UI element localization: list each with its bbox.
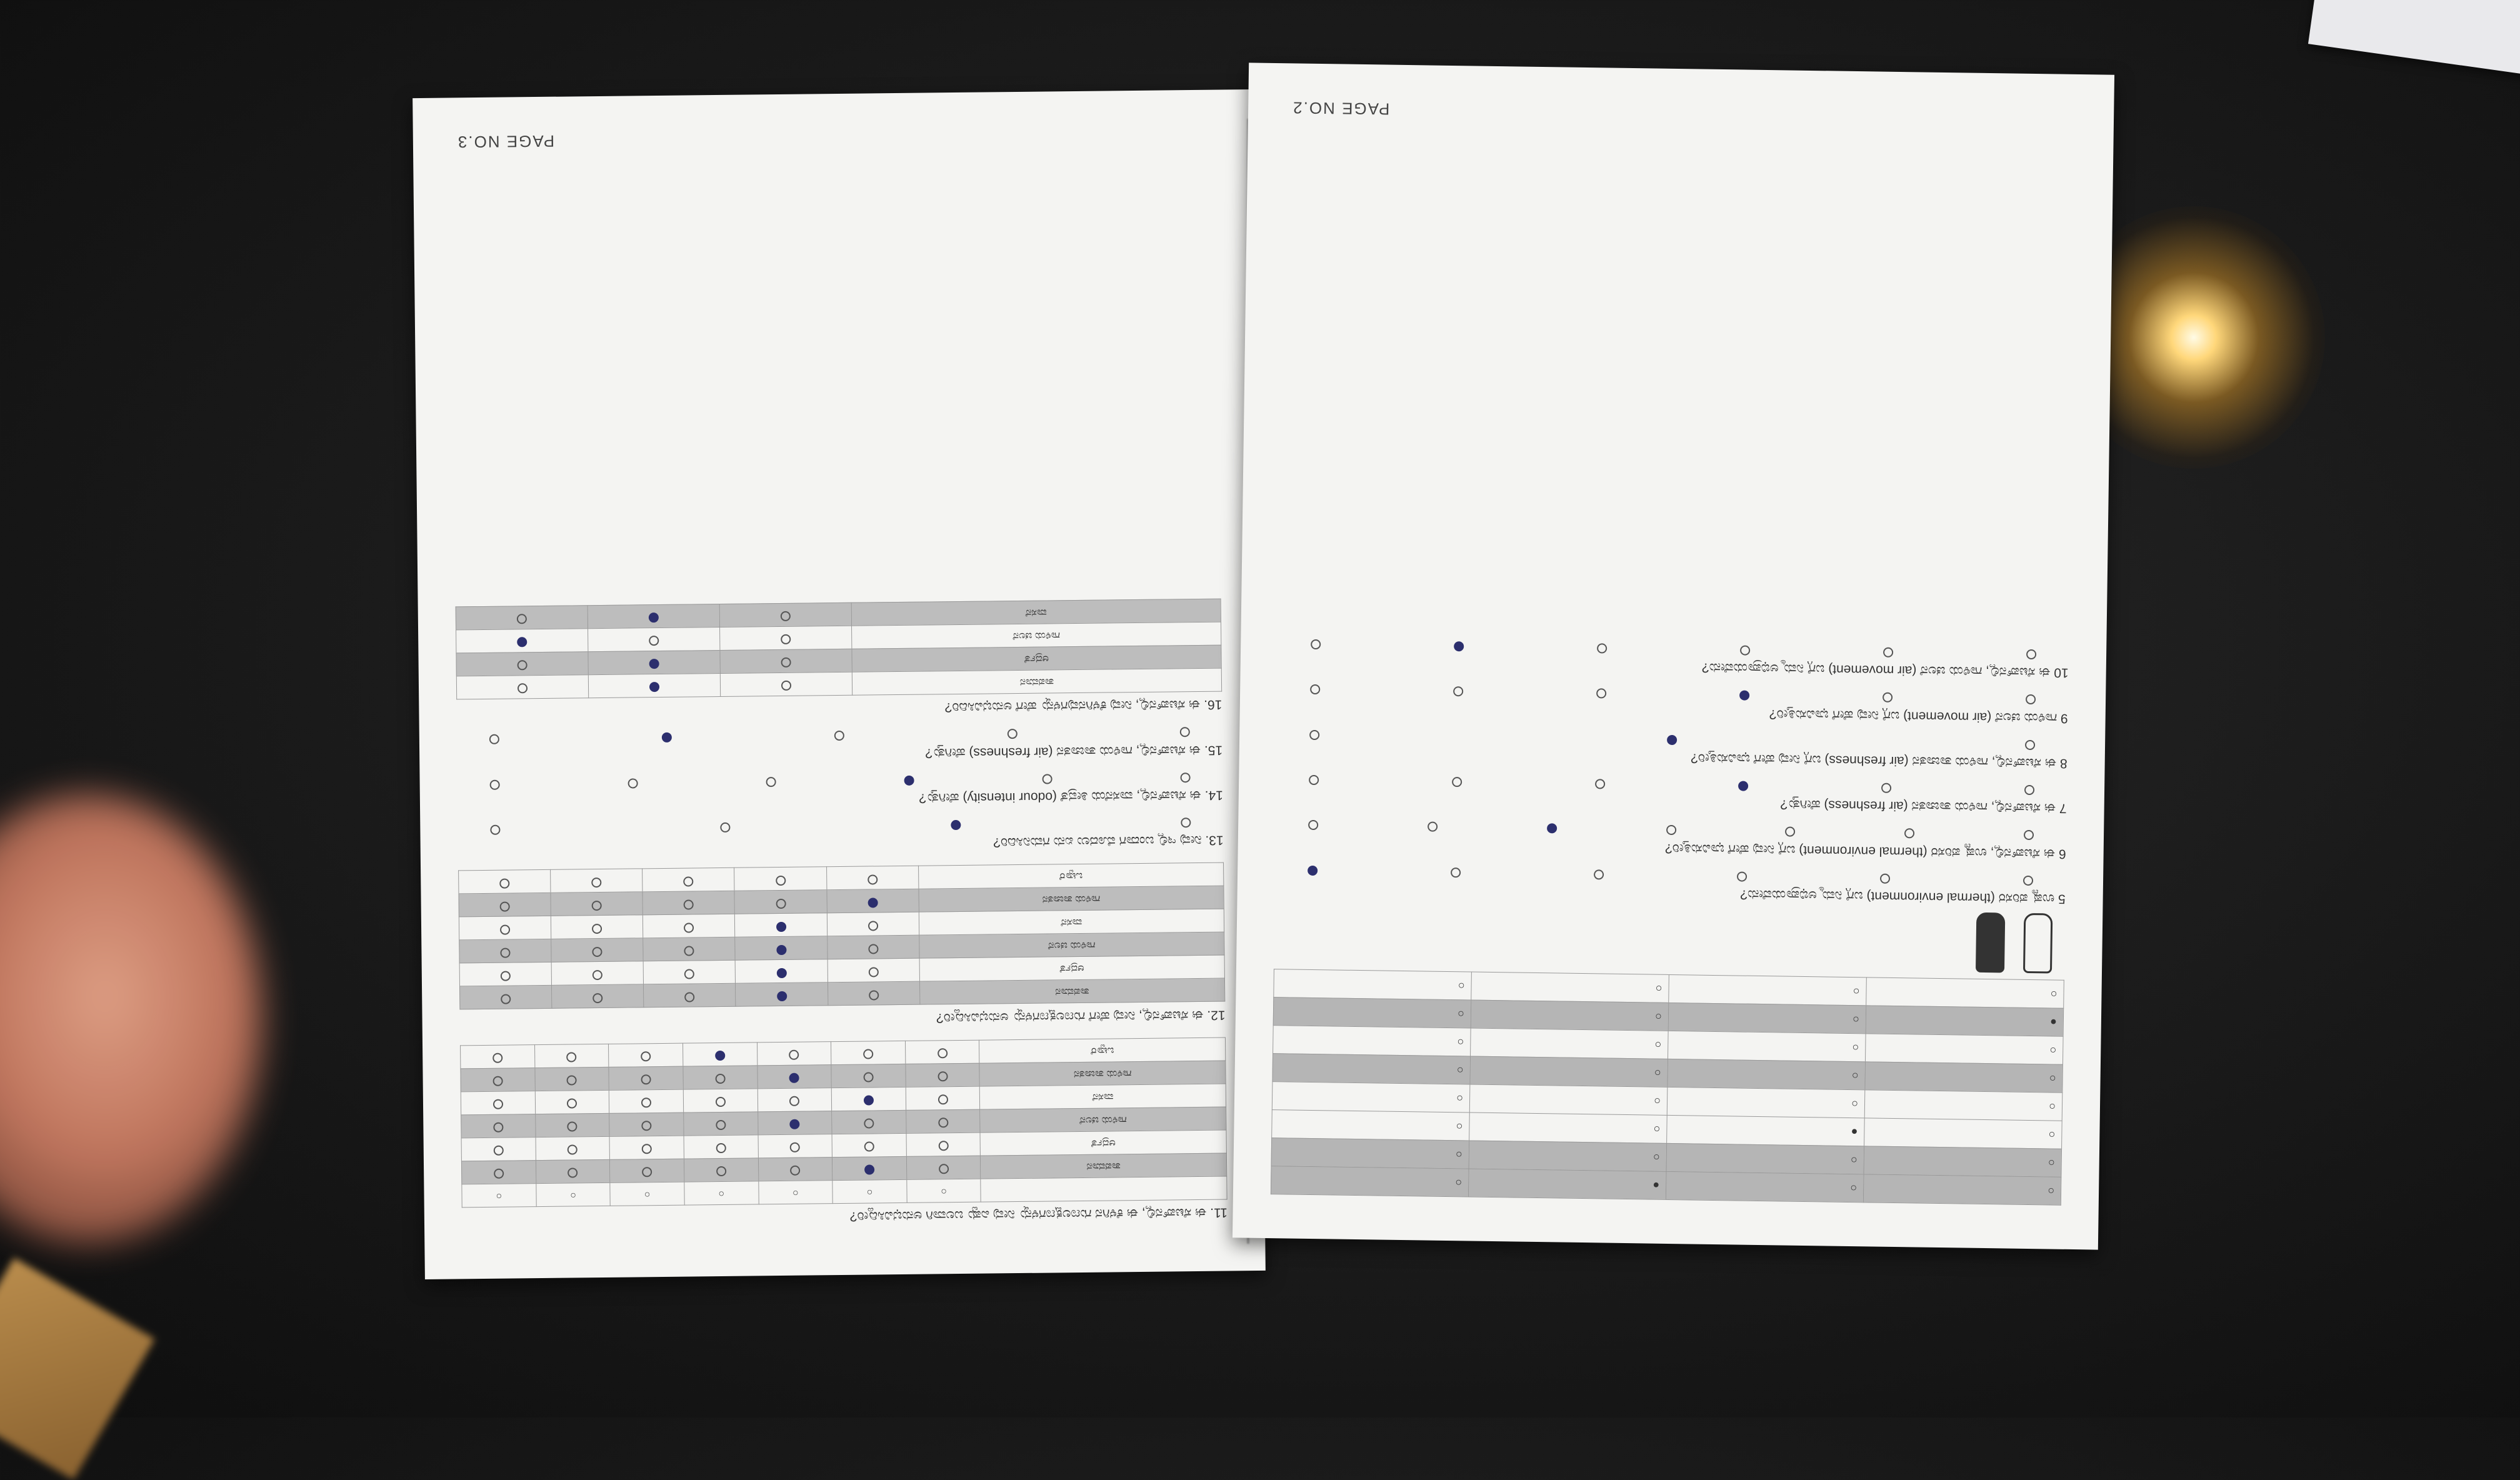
left-page [412,89,1266,1279]
rating-table-16: ತಾಪಮಾನ ಆರ್ದ್ರತೆ ಗಾಳಿಯ ಚಲನೆ ವಾಸನೆ [456,599,1222,700]
blurred-finger [0,794,262,1244]
question-12: 12. ಈ ಸೆಟಪ್‌ನಲ್ಲಿ, ನೀವು ಹೇಗೆ ಗುಣಲಕ್ಷಣಗಳನ್ನು ಅನುಭವಿಸಿದ್ದೀರಿ? [936,1008,1226,1026]
question-6: 6 ಈ ಸೆಟಪ್‌ನಲ್ಲಿ, ಉಷ್ಣ ಪರಿಸರ (thermal environment) ಬಗ್ಗೆ ನೀವು ಹೇಗೆ ಭಾವಿಸುತ್ತೀರಿ? [1664,841,2066,861]
rating-table-11: ○ ○ ○ ○ ○ ○ ○ ತಾಪಮಾನ ಆರ್ದ್ರತೆ ಗಾಳಿಯ ಚಲನೆ ವಾಸನೆ ಗಾಳಿಯ ತಾಜಾತನ ಒಟ್ಟಾರೆ [460,1037,1228,1208]
question-14: 14. ಈ ಸೆಟಪ್‌ನಲ್ಲಿ, ವಾಸನೆಯ ತೀವ್ರತೆ (odour intensity) ಹೇಗಿತ್ತು? [919,788,1224,806]
background-paper [2308,0,2520,81]
plug-outline-icon [2023,913,2052,974]
question-11: 11. ಈ ಸೆಟಪ್‌ನಲ್ಲಿ, ಈ ಕೆಳಗಿನ ಗುಣಲಕ್ಷಣಗಳನ್ನು ನೀವು ಎಷ್ಟು ಬಲವಾಗಿ ಅನುಭವಿಸಿದ್ದೀರಿ? [849,1205,1228,1224]
question-5: 5 ಉಷ್ಣ ಪರಿಸರ (thermal environment) ಬಗ್ಗೆ ನಿಮ್ಮ ಅಭಿಪ್ರಾಯವೇನು? [1740,887,2066,906]
plug-icons [1274,902,2052,973]
rating-table-12: ತಾಪಮಾನ ಆರ್ದ್ರತೆ ಗಾಳಿಯ ಚಲನೆ ವಾಸನೆ ಗಾಳಿಯ ತಾಜಾತನ ಒಟ್ಟಾರೆ [458,862,1225,1010]
plug-filled-icon [1976,912,2005,973]
question-15: 15. ಈ ಸೆಟಪ್‌ನಲ್ಲಿ, ಗಾಳಿಯ ತಾಜಾತನ (air freshness) ಹೇಗಿತ್ತು? [925,742,1223,761]
demographics-table: ○ ○ ● ○ ○ ○ ○ ○ ○ ● ○ ○ ○ ○ ○ ○ ○ ○ ○ ○ ○ ○ ○ ○ ● ○ ○ ○ ○ ○ ○ ○ [1271,969,2064,1206]
question-10: 10 ಈ ಸೆಟಪ್‌ನಲ್ಲಿ, ಗಾಳಿಯ ಚಲನೆ (air movement) ಬಗ್ಗೆ ನಿಮ್ಮ ಅಭಿಪ್ರಾಯವೇನು? [1701,660,2069,681]
wood-corner [0,1258,155,1479]
question-9: 9 ಗಾಳಿಯ ಚಲನೆ (air movement) ಬಗ್ಗೆ ನೀವು ಹೇಗೆ ಭಾವಿಸುತ್ತೀರಿ? [1769,706,2068,726]
question-13: 13. ನೀವು ಇಲ್ಲಿ ಬಂದಾಗ ಮೊದಲು ಏನು ಗಮನಿಸಿದಿರಿ? [993,832,1224,850]
page-number: PAGE NO.3 [456,131,555,152]
question-16: 16. ಈ ಸೆಟಪ್‌ನಲ್ಲಿ, ನೀವು ಕೆಳಗಿನವುಗಳನ್ನು ಹೇಗೆ ಅನುಭವಿಸಿದಿರಿ? [944,697,1222,715]
page-number: PAGE NO.2 [1291,98,1390,119]
question-7: 7 ಈ ಸೆಟಪ್‌ನಲ್ಲಿ, ಗಾಳಿಯ ತಾಜಾತನ (air freshness) ಹೇಗಿತ್ತು? [1780,797,2067,816]
question-8: 8 ಈ ಸೆಟಪ್‌ನಲ್ಲಿ, ಗಾಳಿಯ ತಾಜಾತನ (air freshness) ಬಗ್ಗೆ ನೀವು ಹೇಗೆ ಭಾವಿಸುತ್ತೀರಿ? [1691,751,2068,771]
right-page [1232,62,2114,1249]
